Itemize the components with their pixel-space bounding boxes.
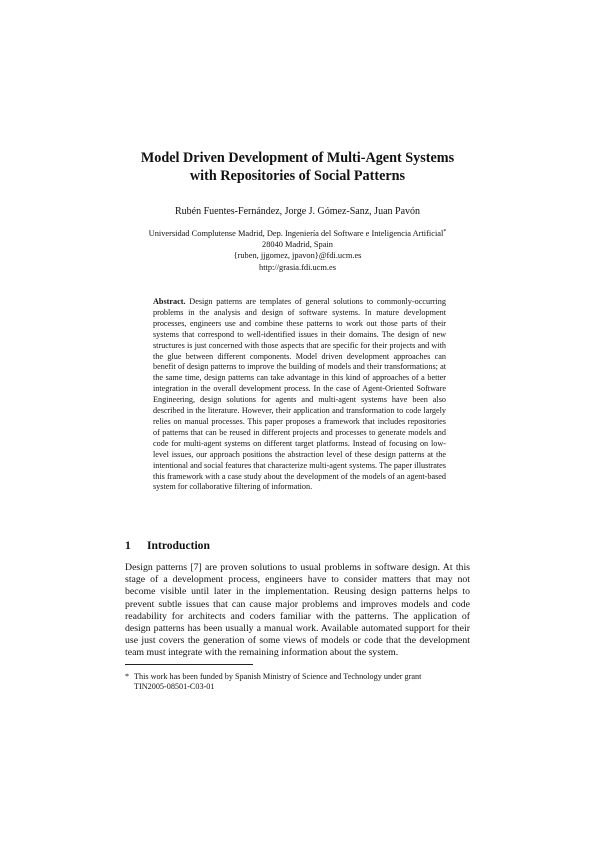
affiliation-block: [0, 228, 595, 273]
footnote: [125, 672, 470, 693]
footnote-grant-number: TIN2005-08501-C03-01: [134, 682, 215, 692]
affiliation-address: 28040 Madrid, Spain: [262, 240, 333, 250]
affiliation-footnote-mark: *: [443, 229, 447, 235]
footnote-divider: [125, 664, 253, 665]
paper-title-line-1: Model Driven Development of Multi-Agent Systems: [140, 150, 455, 166]
affiliation-url: http://grasia.fdi.ucm.es: [259, 262, 336, 272]
section-number: 1: [125, 539, 131, 552]
abstract-label: Abstract.: [153, 297, 186, 306]
author-list: Rubén Fuentes-Fernández, Jorge J. Gómez-Sanz, Juan Pavón: [174, 206, 421, 217]
affiliation-institution-text: Universidad Complutense Madrid, Dep. Ingeniería del Software e Inteligencia Artificial: [148, 229, 444, 238]
introduction-paragraph: Design patterns [7] are proven solutions to usual problems in software design. At this stage of a development process, engineers have to consider matters that may not become visible until later in the implementation. Reusing design patterns helps to prevent subtle issues that can cause major problems and improves models and code readability for architects and coders familiar with the patterns. The application of design patterns has been usually a manual work. Available automated support for their use just covers the generation of some views of models or code that the development team must integrate with the remaining information about the system.: [125, 562, 470, 659]
affiliation-institution: [0, 228, 595, 239]
footnote-text: This work has been funded by Spanish Ministry of Science and Technology under grant: [134, 672, 422, 681]
paper-title-line-2: with Repositories of Social Patterns: [189, 168, 406, 184]
footnote-line-1: [125, 672, 470, 682]
paper-title: [0, 149, 595, 185]
affiliation-emails: {ruben, jjgomez, jpavon}@fdi.ucm.es: [233, 251, 362, 261]
abstract: [153, 297, 446, 493]
footnote-mark: *: [125, 672, 130, 681]
section-heading-introduction: [125, 539, 210, 553]
abstract-text: Design patterns are templates of general solutions to commonly-occurring problems in the analysis and design of software systems. In mature development processes, engineers use and combine these patterns to work out those parts of their systems that correspond to well-identified issues in their domains. The design of new structures is just concerned with those aspects that are specific for their projects and with the glue between different components. Model driven development approaches can benefit of design patterns to improve the building of models and their transformations; at the same time, design patterns can take advantage in this kind of approaches of a better integration in the overall development process. In the case of Agent-Oriented Software Engineering, design solutions for agents and multi-agent systems have been also described in the literature. However, their application and transformation to code largely relies on manual processes. This paper proposes a framework that includes repositories of patterns that can be reused in different projects and processes to generate models and code for multi-agent systems on different target platforms. Instead of focusing on low-level issues, our approach positions the abstraction level of these design patterns at the intentional and social features that characterize multi-agent systems. The paper illustrates this framework with a case study about the development of the models of an agent-based system for collaborative filtering of information.: [153, 297, 446, 492]
section-title: Introduction: [147, 539, 210, 552]
